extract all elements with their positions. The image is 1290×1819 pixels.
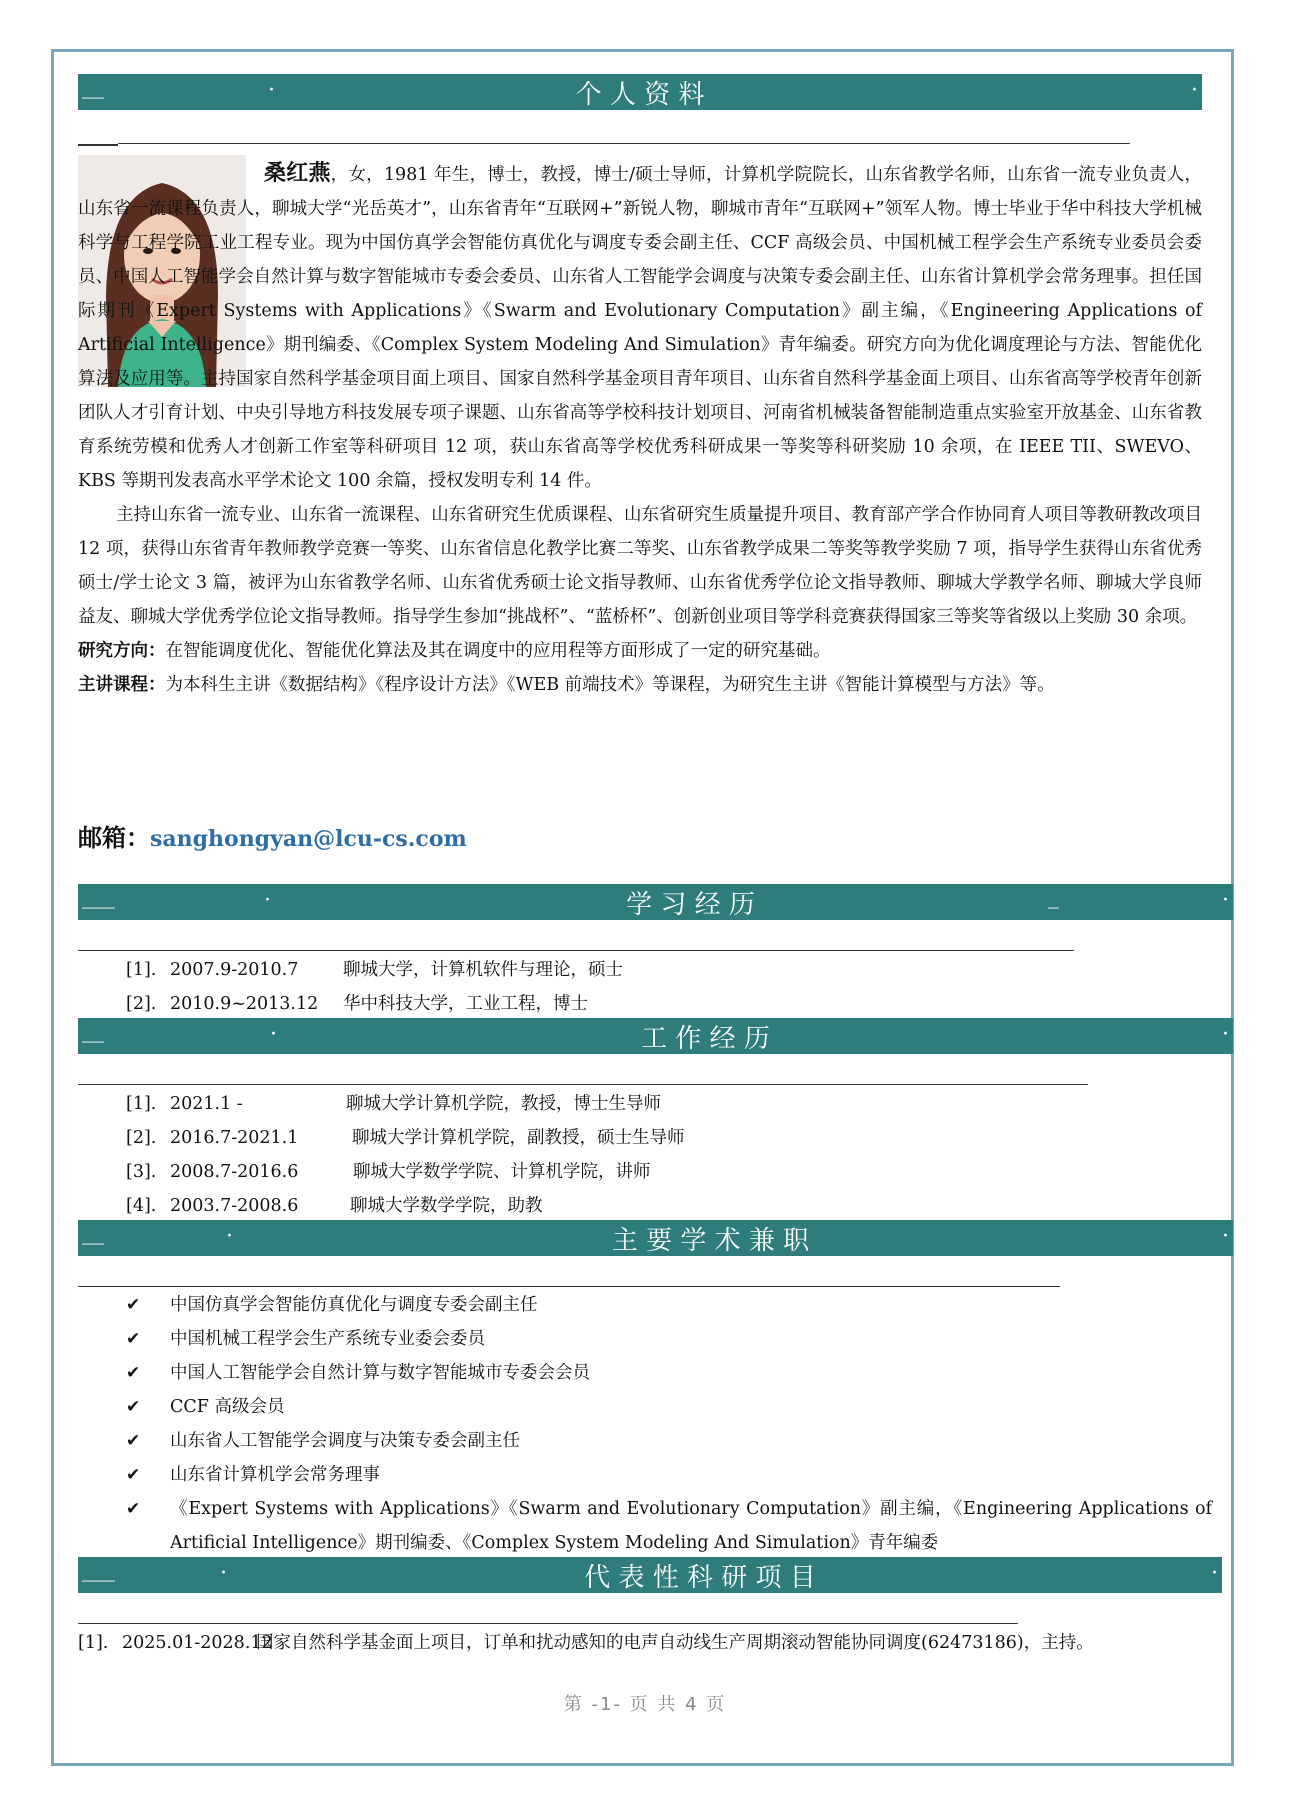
section-header-projects: ___ · 代 表 性 科 研 项 目 ·	[78, 1557, 1222, 1593]
list-item: ✔ 山东省人工智能学会调度与决策专委会副主任	[126, 1424, 1212, 1458]
profile-teaching: 主持山东省一流专业、山东省一流课程、山东省研究生优质课程、山东省研究生质量提升项目、教育部产学合作协同育人项目等教研教改项目 12 项，获得山东省青年教师教学竞赛一等奖、山东省信息化教学比赛二等奖、山东省教学成果二等奖等教学奖励 7 项，指导学生获得山东省优秀硕士/学士论文 3 篇，被评为山东省教学名师、山东省优秀硕士论文指导教师、山东省优秀学位论文指导教师、聊城大学教学名师、聊城大学良师益友、聊城大学优秀学位论文指导教师。指导学生参加“挑战杯”、“蓝桥杯”、创新创业项目等学科竞赛获得国家三等奖等省级以上奖励 30 余项。	[78, 505, 1202, 627]
profile-intro	[78, 157, 1202, 702]
positions-list	[126, 1288, 1212, 1560]
check-icon: ✔	[126, 1329, 141, 1349]
email-link[interactable]: sanghongyan@lcu-cs.com	[150, 826, 467, 852]
check-icon: ✔	[126, 1397, 141, 1417]
courses-text: 为本科生主讲《数据结构》《程序设计方法》《WEB 前端技术》等课程，为研究生主讲《智能计算模型与方法》等。	[165, 675, 1055, 695]
profile-intro-text: ，女，1981 年生，博士，教授，博士/硕士导师，计算机学院院长，山东省教学名师，山东省一流专业负责人，山东省一流课程负责人，聊城大学“光岳英才”，山东省青年“互联网+”新锐人物，聊城市青年“互联网+”领军人物。博士毕业于华中科技大学机械科学与工程学院工业工程专业。现为中国仿真学会智能仿真优化与调度专委会副主任、CCF 高级会员、中国机械工程学会生产系统专业委员会委员、中国人工智能学会自然计算与数字智能城市专委会委员、山东省人工智能学会调度与决策专委会副主任、山东省计算机学会常务理事。担任国际期刊《Expert Systems with Applications》《Swarm and Evolutionary Computation》副主编，《Engineering Applications of Artificial Intelligence》期刊编委、《Complex System Modeling And Simulation》青年编委。研究方向为优化调度理论与方法、智能优化算法及应用等。主持国家自然科学基金项目面上项目、国家自然科学基金项目青年项目、山东省自然科学基金面上项目、山东省高等学校青年创新团队人才引育计划、中央引导地方科技发展专项子课题、山东省高等学校科技计划项目、河南省机械装备智能制造重点实验室开放基金、山东省教育系统劳模和优秀人才创新工作室等科研项目 12 项，获山东省高等学校优秀科研成果一等奖等科研奖励 10 余项，在 IEEE TII、SWEVO、KBS 等期刊发表高水平学术论文 100 余篇，授权发明专利 14 件。	[78, 165, 1202, 491]
check-icon: ✔	[126, 1465, 141, 1485]
check-icon: ✔	[126, 1363, 141, 1383]
list-item: [2]. 2010.9~2013.12 华中科技大学，工业工程，博士	[126, 994, 588, 1014]
section-title: 工 作 经 历	[641, 1023, 770, 1054]
list-item: [1]. 2025.01-2028.12 国家自然科学基金面上项目，订单和扰动感知的电声自动线生产周期滚动智能协同调度(62473186)，主持。	[78, 1633, 1094, 1653]
divider	[78, 1286, 1060, 1287]
page-footer: 第 -1- 页 共 4 页	[563, 1694, 727, 1715]
list-item: [2]. 2016.7-2021.1 聊城大学计算机学院，副教授，硕士生导师	[126, 1128, 685, 1148]
list-item: ✔ CCF 高级会员	[126, 1390, 1212, 1424]
section-title: 学 习 经 历	[626, 889, 755, 920]
email-label: 邮箱：	[78, 824, 150, 852]
list-item: ✔ 《Expert Systems with Applications》《Swarm and Evolutionary Computation》副主编，《Engineering Applications of Artificial Intelligence》期刊编委、《Complex System Modeling And Simulation》青年编委	[126, 1492, 1212, 1560]
list-item: [1]. 2007.9-2010.7 聊城大学，计算机软件与理论，硕士	[126, 960, 623, 980]
research-text: 在智能调度优化、智能优化算法及其在调度中的应用程等方面形成了一定的研究基础。	[165, 641, 831, 661]
check-icon: ✔	[126, 1431, 141, 1451]
check-icon: ✔	[126, 1295, 141, 1315]
section-header-positions: __ · 主 要 学 术 兼 职 ·	[78, 1220, 1233, 1256]
list-item: [3]. 2008.7-2016.6 聊城大学数学学院、计算机学院，讲师	[126, 1162, 651, 1182]
list-item: ✔ 山东省计算机学会常务理事	[126, 1458, 1212, 1492]
list-item: [1]. 2021.1 - 聊城大学计算机学院，教授，博士生导师	[126, 1094, 661, 1114]
divider	[78, 950, 1074, 951]
section-header-profile: __ · 个 人 资 料 ·	[78, 74, 1202, 110]
profile-name: 桑红燕	[264, 161, 331, 186]
divider	[118, 143, 1130, 144]
list-item: [4]. 2003.7-2008.6 聊城大学数学学院，助教	[126, 1196, 543, 1216]
list-item: ✔ 中国人工智能学会自然计算与数字智能城市专委会会员	[126, 1356, 1212, 1390]
courses-label: 主讲课程：	[78, 675, 166, 695]
divider-mark	[78, 110, 118, 146]
projects-list	[78, 1626, 1094, 1660]
research-label: 研究方向：	[78, 641, 166, 661]
check-icon: ✔	[126, 1499, 141, 1519]
section-title: 代 表 性 科 研 项 目	[584, 1562, 816, 1593]
section-title: 主 要 学 术 兼 职	[611, 1225, 810, 1256]
section-header-work: __ · 工 作 经 历 ·	[78, 1018, 1233, 1054]
divider	[78, 1623, 1018, 1624]
work-list	[126, 1087, 685, 1223]
list-item: ✔ 中国仿真学会智能仿真优化与调度专委会副主任	[126, 1288, 1212, 1322]
email-line	[78, 818, 467, 853]
divider	[78, 1084, 1088, 1085]
education-list	[126, 953, 623, 1021]
section-title: 个 人 资 料	[575, 79, 705, 110]
section-header-education: ___ · 学 习 经 历 _ ·	[78, 884, 1233, 920]
list-item: ✔ 中国机械工程学会生产系统专业委会委员	[126, 1322, 1212, 1356]
